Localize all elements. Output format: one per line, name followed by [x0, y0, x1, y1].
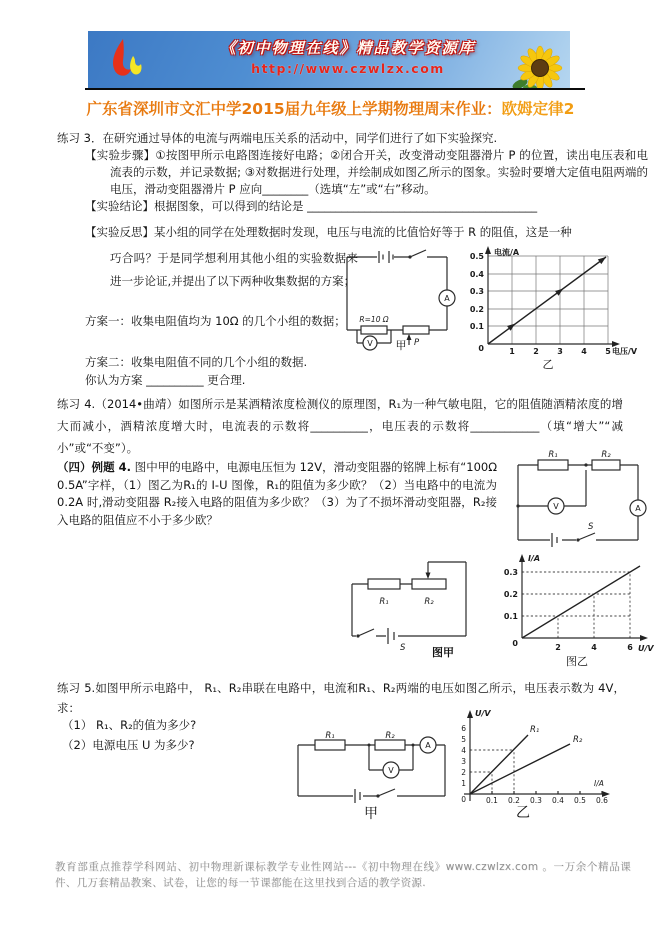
- exercise3-reflection-line1: 【实验反思】某小组的同学在处理数据时发现，电压与电流的比值恰好等于 R 的阻值，这是一种: [85, 225, 572, 239]
- svg-text:6: 6: [461, 724, 466, 733]
- switch-symbol: [576, 522, 595, 542]
- switch-symbol: [356, 629, 374, 638]
- svg-text:A: A: [425, 741, 431, 750]
- sunflower-icon: [510, 42, 566, 88]
- y-tick-labels: [504, 568, 519, 648]
- resistor-r2-symbol: [375, 731, 405, 750]
- svg-text:A: A: [635, 504, 641, 513]
- ammeter-symbol: [630, 500, 646, 516]
- banner-divider: [85, 88, 585, 90]
- svg-text:0.1: 0.1: [503, 612, 518, 621]
- x-tick-labels: [555, 643, 633, 652]
- battery-symbol: [552, 533, 557, 547]
- svg-text:6: 6: [627, 643, 633, 652]
- ex5-ui-graph: [438, 706, 623, 821]
- exercise3-conclusion: 【实验结论】根据图象，可以得到的结论是 ________________________________________: [85, 199, 538, 213]
- page-title-topic: 欧姆定律2: [501, 100, 575, 118]
- resistor-label: R=10 Ω: [359, 315, 389, 324]
- exercise3-reflection-rest: 巧合吗？于是同学想利用其他小组的实验数据来进一步论证,并提出了以下两种收集数据的方案；: [110, 251, 358, 288]
- svg-text:1: 1: [461, 779, 466, 788]
- switch-symbol: [408, 250, 426, 259]
- svg-text:4: 4: [591, 643, 597, 652]
- resistor-r1-symbol: [315, 731, 345, 750]
- footer-text: 教育部重点推荐学科网站、初中物理新课标教学专业性网站---《初中物理在线》www.czwlzx.com 。一万余个精品课件、几万套精品教案、试卷，让您的每一节课都能在这里找到合适的教学资源.: [55, 861, 631, 889]
- svg-text:0.4: 0.4: [552, 796, 564, 805]
- svg-text:0.1: 0.1: [486, 796, 498, 805]
- x-axis-label: I/A: [594, 779, 604, 788]
- r2-line: [470, 744, 570, 794]
- svg-text:A: A: [444, 294, 450, 303]
- resistor-r1-symbol: [368, 579, 400, 607]
- exercise4-text: 练习 4.（2014•曲靖）如图所示是某酒精浓度检测仪的原理图，R₁为一种气敏电阻，它的阻值随酒精浓度的增大而减小，酒精浓度增大时，电流表的示数将__________，电压表的示数将____________（填“增大”“减小”或“不变”）。: [57, 397, 623, 455]
- voltmeter-symbol: [357, 330, 391, 350]
- ex4-iu-graph: [492, 550, 657, 668]
- example4-label: （四）例题 4.: [57, 460, 131, 474]
- svg-text:S: S: [400, 643, 406, 653]
- x-axis-label: U/V: [638, 644, 654, 653]
- svg-text:0.4: 0.4: [469, 270, 484, 279]
- battery-symbol: [388, 628, 406, 653]
- data-line: [522, 566, 640, 638]
- rheostat-symbol: [403, 326, 429, 348]
- svg-text:0.2: 0.2: [469, 305, 484, 314]
- voltmeter-symbol: [516, 470, 586, 514]
- exercise3-plan1: 方案一：收集电阻值均为 10Ω 的几个小组的数据；: [85, 314, 346, 328]
- svg-text:V: V: [367, 339, 373, 348]
- axes: [464, 710, 610, 801]
- ammeter-symbol: [439, 290, 455, 306]
- ammeter-symbol: [420, 737, 436, 753]
- exercise3-plan2: 方案二：收集电阻值不同的几个小组的数据.: [85, 355, 308, 369]
- battery-symbol: [379, 251, 393, 263]
- svg-text:0.6: 0.6: [596, 796, 608, 805]
- battery-symbol: [355, 789, 360, 803]
- y-axis-label: U/V: [475, 709, 491, 718]
- svg-text:0.2: 0.2: [503, 590, 518, 599]
- svg-text:4: 4: [581, 347, 587, 356]
- svg-text:0.1: 0.1: [469, 322, 484, 331]
- svg-text:0.5: 0.5: [574, 796, 586, 805]
- figure-caption: 甲: [395, 339, 407, 352]
- page-title: [30, 97, 631, 119]
- ex3-iu-graph: [456, 244, 638, 372]
- figure-caption: 乙: [516, 805, 530, 821]
- svg-text:S: S: [588, 522, 594, 532]
- example4-text: [57, 459, 509, 529]
- figure-caption: 图乙: [566, 655, 588, 668]
- svg-text:0: 0: [478, 344, 484, 353]
- switch-symbol: [376, 789, 395, 798]
- banner-text-block: [198, 37, 498, 76]
- page-title-school: 广东省深圳市文汇中学2015届九年级上学期物理周末作业：: [86, 100, 502, 118]
- exercise3-steps: 【实验步骤】①按图甲所示电路图连接好电路；②闭合开关，改变滑动变阻器滑片 P 的位置，读出电压表和电流表的示数，并记录数据; ③对数据进行处理，并绘制成如图乙所示的图象。实验时要增大定值电阻两端的电压，滑动变阻器滑片 P 应向________（选填“左”或“右”移动。: [85, 148, 648, 196]
- ex3-circuit-diagram: [333, 247, 463, 351]
- ex5-circuit-diagram: [283, 732, 458, 820]
- svg-text:0.2: 0.2: [508, 796, 520, 805]
- svg-text:3: 3: [461, 757, 466, 766]
- exercise5-q1: （1） R₁、R₂的值为多少?: [62, 718, 197, 732]
- svg-text:R₂: R₂: [424, 597, 434, 607]
- svg-text:0.5: 0.5: [469, 252, 484, 261]
- site-logo-icon: [102, 36, 146, 84]
- r1-line: [470, 735, 528, 794]
- example4-body: 图中甲的电路中，电源电压恒为 12V，滑动变阻器的铭牌上标有“100Ω 0.5A”字样，（1）图乙为R₁的 I-U 图像，R₁的阻值为多少欧？（2）当电路中的电流为 0.2A 时,滑动变阻器 R₂接入电路的阻值为多少欧？（3）为了不损坏滑动变阻器，R₂接入电路的阻值应不小于多少欧？: [57, 460, 509, 527]
- svg-text:R₁: R₁: [379, 597, 389, 607]
- resistor-r1-symbol: [538, 450, 568, 470]
- exercise5-q2: （2）电源电压 U 为多少?: [62, 738, 195, 752]
- svg-text:0.3: 0.3: [469, 287, 484, 296]
- svg-text:R₁: R₁: [325, 731, 335, 741]
- figure-caption: 图甲: [432, 646, 454, 659]
- y-tick-labels: [461, 724, 466, 804]
- svg-text:5: 5: [461, 735, 466, 744]
- y-axis-label: 电流/A: [494, 248, 520, 257]
- figure-caption: 甲: [364, 806, 378, 822]
- slider-label: P: [414, 338, 420, 348]
- junction-dot: [584, 463, 587, 466]
- svg-text:0: 0: [461, 795, 466, 804]
- svg-text:V: V: [388, 766, 394, 775]
- svg-text:4: 4: [461, 746, 466, 755]
- svg-text:5: 5: [605, 347, 611, 356]
- ex4-circuit-diagram: [502, 450, 652, 558]
- svg-text:0.3: 0.3: [503, 568, 518, 577]
- exercise5-text: 练习 5.如图甲所示电路中， R₁、R₂串联在电路中，电流和R₁、R₂两端的电压如图乙所示，电压表示数为 4V，求：: [57, 681, 625, 715]
- svg-text:R₁: R₁: [548, 450, 558, 460]
- site-url[interactable]: http://www.czwlzx.com: [251, 61, 445, 76]
- exercise3-choose: 你认为方案 __________ 更合理.: [85, 373, 246, 387]
- figure-caption: 乙: [542, 358, 554, 371]
- r2-line-label: R₂: [573, 735, 583, 745]
- svg-text:2: 2: [461, 768, 466, 777]
- r1-line-label: R₁: [530, 725, 540, 735]
- site-banner: [88, 31, 570, 88]
- rheostat-r2-symbol: [412, 562, 446, 607]
- svg-text:2: 2: [533, 347, 539, 356]
- svg-text:3: 3: [557, 347, 563, 356]
- x-axis-label: 电压/V: [612, 347, 638, 356]
- x-tick-labels: [486, 796, 608, 805]
- ex4-schematic-diagram: [328, 548, 478, 660]
- y-tick-labels: [470, 252, 485, 353]
- site-title: 《初中物理在线》精品教学资源库: [220, 39, 476, 57]
- svg-text:V: V: [553, 502, 559, 511]
- svg-text:R₂: R₂: [601, 450, 611, 460]
- resistor-r2-symbol: [592, 450, 620, 470]
- data-line: [488, 257, 606, 344]
- svg-text:2: 2: [555, 643, 561, 652]
- svg-text:R₂: R₂: [385, 731, 395, 741]
- resistor-symbol: [359, 315, 388, 334]
- x-tick-labels: [509, 347, 611, 356]
- svg-text:0.3: 0.3: [530, 796, 542, 805]
- exercise3-intro: 练习 3．在研究通过导体的电流与两端电压关系的活动中，同学们进行了如下实验探究.: [57, 131, 498, 145]
- svg-text:1: 1: [509, 347, 515, 356]
- svg-text:0: 0: [512, 639, 518, 648]
- y-axis-label: I/A: [528, 554, 541, 563]
